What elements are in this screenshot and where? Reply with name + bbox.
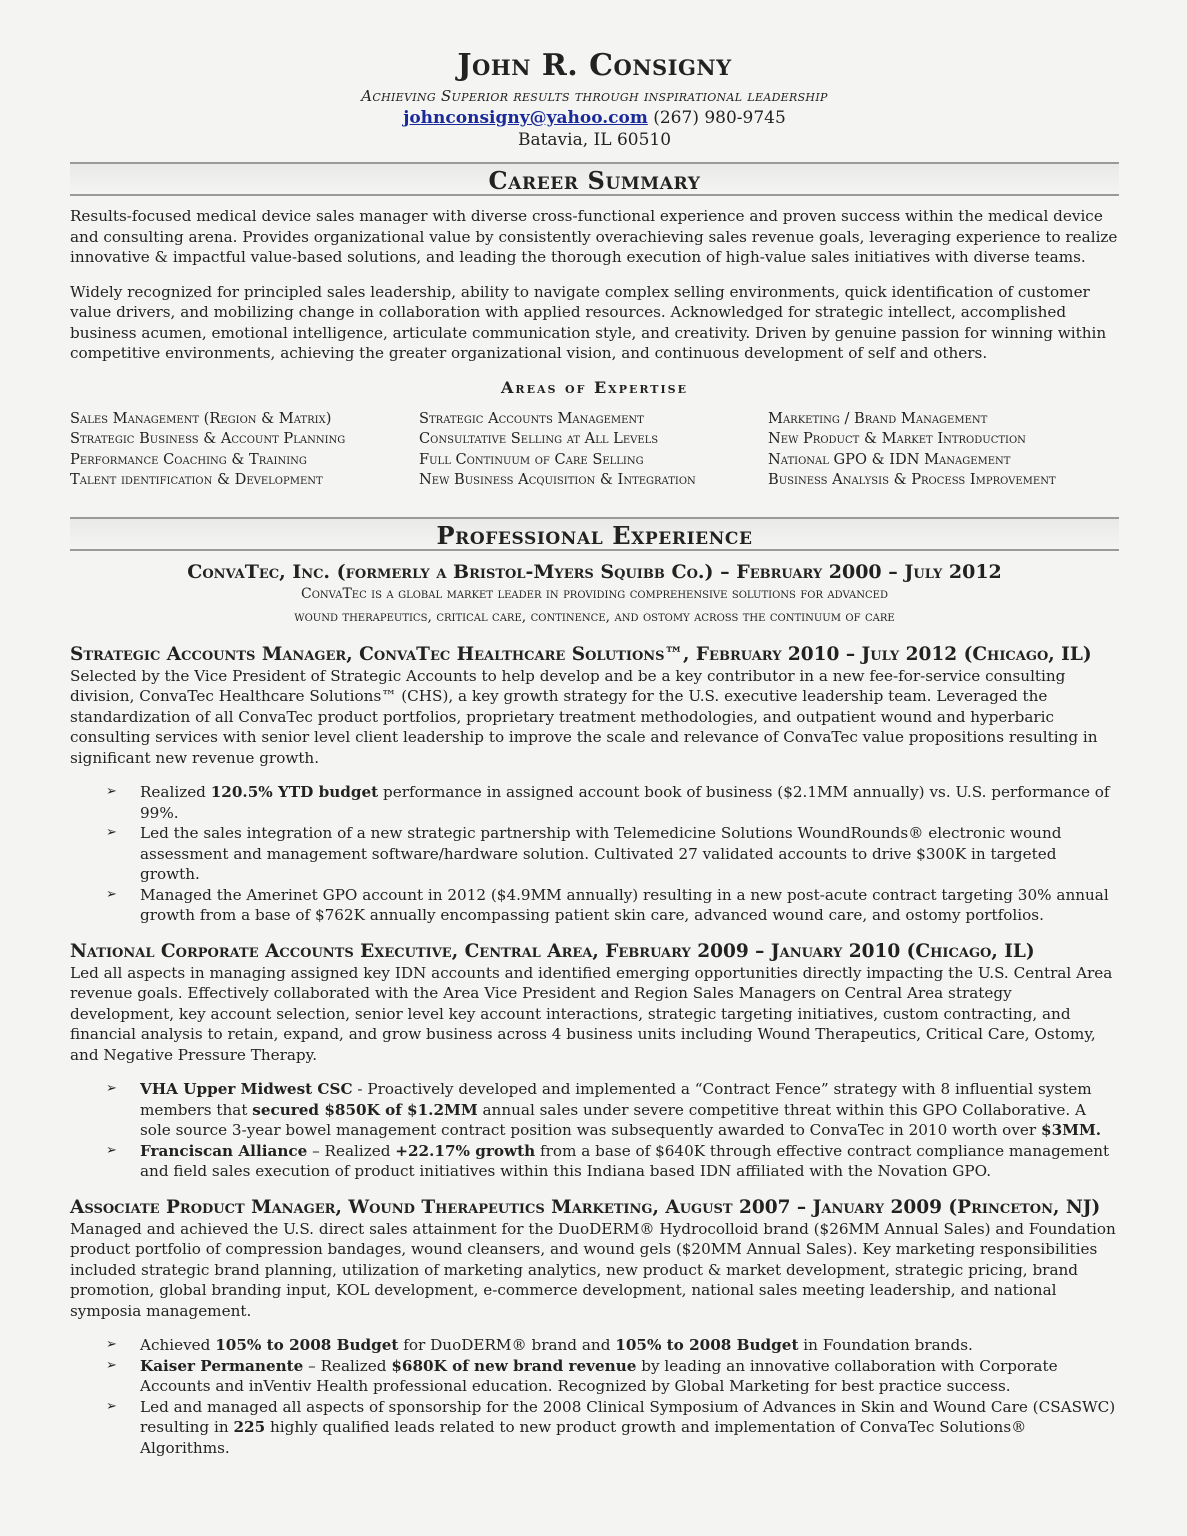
arrow-bullet-icon: ➢ bbox=[106, 1337, 117, 1352]
achievement-item: ➢ Led the sales integration of a new strategic partnership with Telemedicine Solutions WoundRounds® electronic wound assessment and management software/hardware solution. Cultivated 27 validated accounts to drive $300K in targeted growth. bbox=[106, 824, 1062, 883]
expertise-item: National GPO & IDN Management bbox=[768, 450, 1011, 468]
job-description-3: Managed and achieved the U.S. direct sales attainment for the DuoDERM® Hydrocolloid brand ($26MM Annual Sales) and Foundation product portfolio of compression bandages, wound cleansers, and wound gels ($20MM Annual Sales). Key marketing responsibilities included strategic brand planning, utilization of marketing analytics, new product & market development, strategic pricing, brand promotion, global branding input, KOL development, e-commerce development, national sales meeting leadership, and national symposia management. bbox=[70, 1219, 1116, 1320]
arrow-bullet-icon: ➢ bbox=[106, 825, 117, 840]
achievement-item: ➢ Realized 120.5% YTD budget performance in assigned account book of business ($2.1MM annually) vs. U.S. performance of 99%. bbox=[106, 783, 1110, 822]
contact-line bbox=[70, 108, 1119, 128]
expertise-item: Performance Coaching & Training bbox=[70, 450, 307, 468]
summary-paragraph-1: Results-focused medical device sales manager with diverse cross-functional experience and proven success within the medical device and consulting arena. Provides organizational value by consistently overachieving sales revenue goals, leveraging experience to realize innovative & impactful value-based solutions, and leading the thorough execution of high-value sales initiatives with diverse teams. bbox=[70, 207, 1118, 266]
expertise-column-1 bbox=[70, 409, 419, 491]
expertise-item: Sales Management (Region & Matrix) bbox=[70, 409, 332, 427]
experience-heading: Professional Experience bbox=[436, 520, 753, 550]
achievement-item: ➢ Managed the Amerinet GPO account in 2012 ($4.9MM annually) resulting in a new post-acute contract targeting 30% annual growth from a base of $762K annually encompassing patient skin care, advanced wound care, and ostomy portfolios. bbox=[106, 885, 1109, 924]
candidate-name: John R. Consigny bbox=[457, 48, 732, 83]
arrow-bullet-icon: ➢ bbox=[106, 1081, 117, 1096]
expertise-item: Full Continuum of Care Selling bbox=[419, 450, 644, 468]
arrow-bullet-icon: ➢ bbox=[106, 1357, 117, 1373]
expertise-column-3 bbox=[768, 409, 1119, 491]
company-description bbox=[70, 583, 1119, 629]
expertise-heading: Areas of Expertise bbox=[501, 377, 688, 397]
arrow-bullet-icon: ➢ bbox=[106, 1142, 117, 1158]
job-2-achievements bbox=[70, 1079, 1119, 1182]
address: Batavia, IL 60510 bbox=[517, 130, 672, 150]
expertise-item: New Business Acquisition & Integration bbox=[419, 471, 696, 488]
expertise-item: Marketing / Brand Management bbox=[768, 409, 988, 427]
job-title-3: Associate Product Manager, Wound Therapeutics Marketing, August 2007 – January 2009 (Princeton, NJ) bbox=[70, 1196, 1101, 1218]
job-description-2: Led all aspects in managing assigned key IDN accounts and identified emerging opportunities directly impacting the U.S. Central Area revenue goals. Effectively collaborated with the Area Vice President and Region Sales Managers on Central Area strategy development, key account selection, senior level key account interactions, strategic targeting initiatives, custom contracting, and financial analysis to retain, expand, and grow business across 4 business units including Wound Therapeutics, Critical Care, Ostomy, and Negative Pressure Therapy. bbox=[70, 963, 1113, 1064]
expertise-item: Strategic Business & Account Planning bbox=[70, 430, 346, 447]
achievement-item: ➢ VHA Upper Midwest CSC - Proactively developed and implemented a “Contract Fence” strategy with 8 influential system members that secured $850K of $1.2MM annual sales under severe competitive threat within this GPO Collaborative. A sole source 3-year bowel management contract position was subsequently awarded to ConvaTec in 2010 worth over $3MM. bbox=[106, 1080, 1102, 1139]
tagline: Achieving Superior results through inspirational leadership bbox=[361, 87, 828, 105]
job-title-1: Strategic Accounts Manager, ConvaTec Healthcare Solutions™, February 2010 – July 2012 (Chicago, IL) bbox=[70, 643, 1092, 665]
expertise-grid bbox=[70, 409, 1119, 491]
expertise-item: New Product & Market Introduction bbox=[768, 430, 1026, 447]
career-summary-heading: Career Summary bbox=[488, 166, 701, 195]
job-1-achievements bbox=[70, 782, 1119, 926]
expertise-item: Business Analysis & Process Improvement bbox=[768, 471, 1056, 488]
achievement-item: ➢ Franciscan Alliance – Realized +22.17% growth from a base of $640K through effective contract compliance management and field sales execution of product initiatives within this Indiana based IDN affiliated with the Novation GPO. bbox=[106, 1141, 1110, 1180]
achievement-item: ➢ Kaiser Permanente – Realized $680K of new brand revenue by leading an innovative collaboration with Corporate Accounts and inVentiv Health professional education. Recognized by Global Marketing for best practice success. bbox=[106, 1356, 1058, 1395]
expertise-item: Strategic Accounts Management bbox=[419, 409, 644, 427]
achievement-item: ➢ Achieved 105% to 2008 Budget for DuoDERM® brand and 105% to 2008 Budget in Foundation brands. bbox=[106, 1336, 973, 1354]
achievement-item: ➢ Led and managed all aspects of sponsorship for the 2008 Clinical Symposium of Advances in Skin and Wound Care (CSASWC) resulting in 225 highly qualified leads related to new product growth and implementation of ConvaTec Solutions® Algorithms. bbox=[106, 1397, 1116, 1457]
summary-paragraph-2: Widely recognized for principled sales leadership, ability to navigate complex selling environments, quick identification of customer value drivers, and mobilizing change in collaboration with applied resources. Acknowledged for strategic intellect, accomplished business acumen, emotional intelligence, articulate communication style, and creativity. Driven by genuine passion for winning within competitive environments, achieving the greater organizational vision, and continuous development of self and others. bbox=[70, 282, 1107, 362]
email-link[interactable]: johnconsigny@yahoo.com bbox=[403, 108, 648, 128]
arrow-bullet-icon: ➢ bbox=[106, 784, 117, 799]
expertise-item: Talent identification & Development bbox=[70, 471, 323, 488]
arrow-bullet-icon: ➢ bbox=[106, 1398, 117, 1414]
company-description-line: wound therapeutics, critical care, continence, and ostomy across the continuum of care bbox=[294, 608, 895, 625]
job-description-1: Selected by the Vice President of Strategic Accounts to help develop and be a key contributor in a new fee-for-service consulting division, ConvaTec Healthcare Solutions™ (CHS), a key growth strategy for the U.S. executive leadership team. Leveraged the standardization of all ConvaTec product portfolios, proprietary treatment methodologies, and outpatient wound and hyperbaric consulting services with senior level client leadership to improve the scale and relevance of ConvaTec value propositions resulting in significant new revenue growth. bbox=[70, 666, 1098, 767]
company-heading: ConvaTec, Inc. (formerly a Bristol-Myers Squibb Co.) – February 2000 – July 2012 bbox=[187, 560, 1002, 583]
company-description-line: ConvaTec is a global market leader in providing comprehensive solutions for advanced bbox=[301, 585, 888, 602]
job-3-achievements bbox=[70, 1335, 1119, 1458]
expertise-item: Consultative Selling at All Levels bbox=[419, 430, 659, 447]
phone: (267) 980-9745 bbox=[653, 108, 786, 128]
career-summary-band bbox=[70, 162, 1119, 196]
experience-band bbox=[70, 517, 1119, 551]
expertise-column-2 bbox=[419, 409, 768, 491]
arrow-bullet-icon: ➢ bbox=[106, 886, 117, 902]
job-title-2: National Corporate Accounts Executive, Central Area, February 2009 – January 2010 (Chicago, IL) bbox=[70, 940, 1035, 962]
